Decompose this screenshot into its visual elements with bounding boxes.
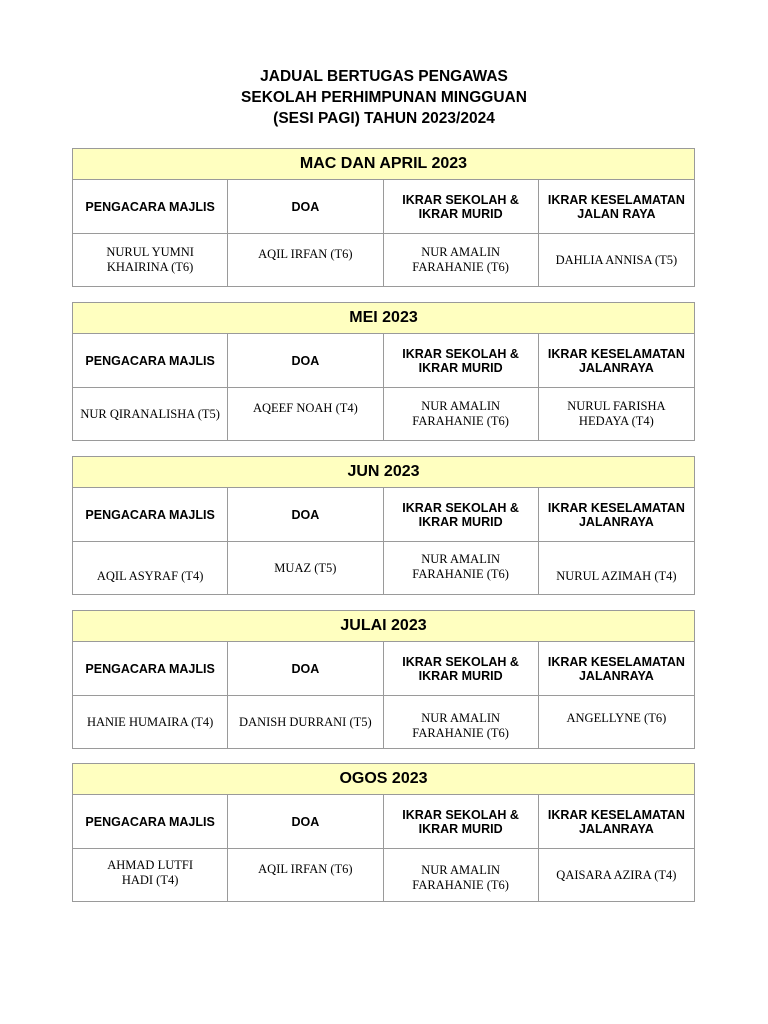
header-row	[73, 642, 694, 696]
header-ikrar-sekolah: IKRAR SEKOLAH & IKRAR MURID	[384, 180, 539, 233]
schedule-table-julai	[72, 610, 695, 749]
document-title	[0, 66, 768, 129]
header-pengacara-majlis: PENGACARA MAJLIS	[73, 334, 228, 387]
title-line-1: JADUAL BERTUGAS PENGAWAS	[260, 68, 508, 85]
name-pengacara-majlis: NURUL YUMNI KHAIRINA (T6)	[73, 234, 228, 286]
header-row	[73, 488, 694, 542]
name-doa: AQIL IRFAN (T6)	[228, 849, 383, 901]
header-ikrar-sekolah: IKRAR SEKOLAH & IKRAR MURID	[384, 488, 539, 541]
header-ikrar-keselamatan: IKRAR KESELAMATAN JALANRAYA	[547, 347, 685, 375]
name-doa: AQEEF NOAH (T4)	[228, 388, 383, 440]
name-ikrar-sekolah: NUR AMALIN FARAHANIE (T6)	[384, 849, 539, 901]
month-heading: MAC DAN APRIL 2023	[73, 149, 694, 180]
name-pengacara-majlis: NUR QIRANALISHA (T5)	[73, 388, 228, 440]
name-ikrar-keselamatan: ANGELLYNE (T6)	[566, 711, 667, 725]
header-row	[73, 334, 694, 388]
name-ikrar-sekolah: NUR AMALIN FARAHANIE (T6)	[384, 696, 539, 748]
month-heading: JULAI 2023	[73, 611, 694, 642]
schedule-table-mei	[72, 302, 695, 441]
header-ikrar-sekolah: IKRAR SEKOLAH & IKRAR MURID	[384, 334, 539, 387]
header-row	[73, 180, 694, 234]
name-ikrar-sekolah: NUR AMALIN FARAHANIE (T6)	[384, 234, 539, 286]
header-pengacara-majlis: PENGACARA MAJLIS	[73, 488, 228, 541]
header-pengacara-majlis: PENGACARA MAJLIS	[73, 795, 228, 848]
names-row	[73, 234, 694, 286]
month-heading: MEI 2023	[73, 303, 694, 334]
name-ikrar-sekolah: NUR AMALIN FARAHANIE (T6)	[384, 388, 539, 440]
names-row	[73, 388, 694, 440]
header-ikrar-sekolah: IKRAR SEKOLAH & IKRAR MURID	[384, 795, 539, 848]
names-row	[73, 542, 694, 594]
header-doa: DOA	[228, 488, 383, 541]
header-doa: DOA	[228, 334, 383, 387]
name-doa: AQIL IRFAN (T6)	[228, 234, 383, 286]
name-ikrar-keselamatan: NURUL AZIMAH (T4)	[556, 569, 677, 583]
name-pengacara-majlis: AQIL ASYRAF (T4)	[73, 542, 228, 594]
header-ikrar-keselamatan: IKRAR KESELAMATAN JALANRAYA	[547, 501, 685, 529]
name-ikrar-sekolah: NUR AMALIN FARAHANIE (T6)	[384, 542, 539, 594]
names-row	[73, 849, 694, 901]
header-doa: DOA	[228, 180, 383, 233]
header-ikrar-sekolah: IKRAR SEKOLAH & IKRAR MURID	[384, 642, 539, 695]
header-ikrar-keselamatan: IKRAR KESELAMATAN JALANRAYA	[547, 808, 685, 836]
header-ikrar-keselamatan: IKRAR KESELAMATAN JALANRAYA	[547, 655, 685, 683]
header-row	[73, 795, 694, 849]
month-heading: JUN 2023	[73, 457, 694, 488]
title-line-3: (SESI PAGI) TAHUN 2023/2024	[273, 110, 495, 127]
header-doa: DOA	[228, 642, 383, 695]
name-doa: DANISH DURRANI (T5)	[228, 696, 383, 748]
name-ikrar-keselamatan: QAISARA AZIRA (T4)	[556, 867, 677, 882]
name-ikrar-keselamatan: DAHLIA ANNISA (T5)	[555, 252, 678, 267]
month-heading: OGOS 2023	[73, 764, 694, 795]
schedule-table-jun	[72, 456, 695, 595]
header-pengacara-majlis: PENGACARA MAJLIS	[73, 180, 228, 233]
name-ikrar-keselamatan: NURUL FARISHA HEDAYA (T4)	[567, 399, 666, 428]
header-doa: DOA	[228, 795, 383, 848]
header-pengacara-majlis: PENGACARA MAJLIS	[73, 642, 228, 695]
name-pengacara-majlis: AHMAD LUTFI HADI (T4)	[73, 849, 228, 901]
schedule-table-ogos	[72, 763, 695, 902]
names-row	[73, 696, 694, 748]
title-line-2: SEKOLAH PERHIMPUNAN MINGGUAN	[241, 89, 527, 106]
name-doa: MUAZ (T5)	[228, 542, 383, 594]
name-pengacara-majlis: HANIE HUMAIRA (T4)	[73, 696, 228, 748]
header-ikrar-keselamatan: IKRAR KESELAMATAN JALAN RAYA	[547, 193, 685, 221]
schedule-table-mac-april	[72, 148, 695, 287]
